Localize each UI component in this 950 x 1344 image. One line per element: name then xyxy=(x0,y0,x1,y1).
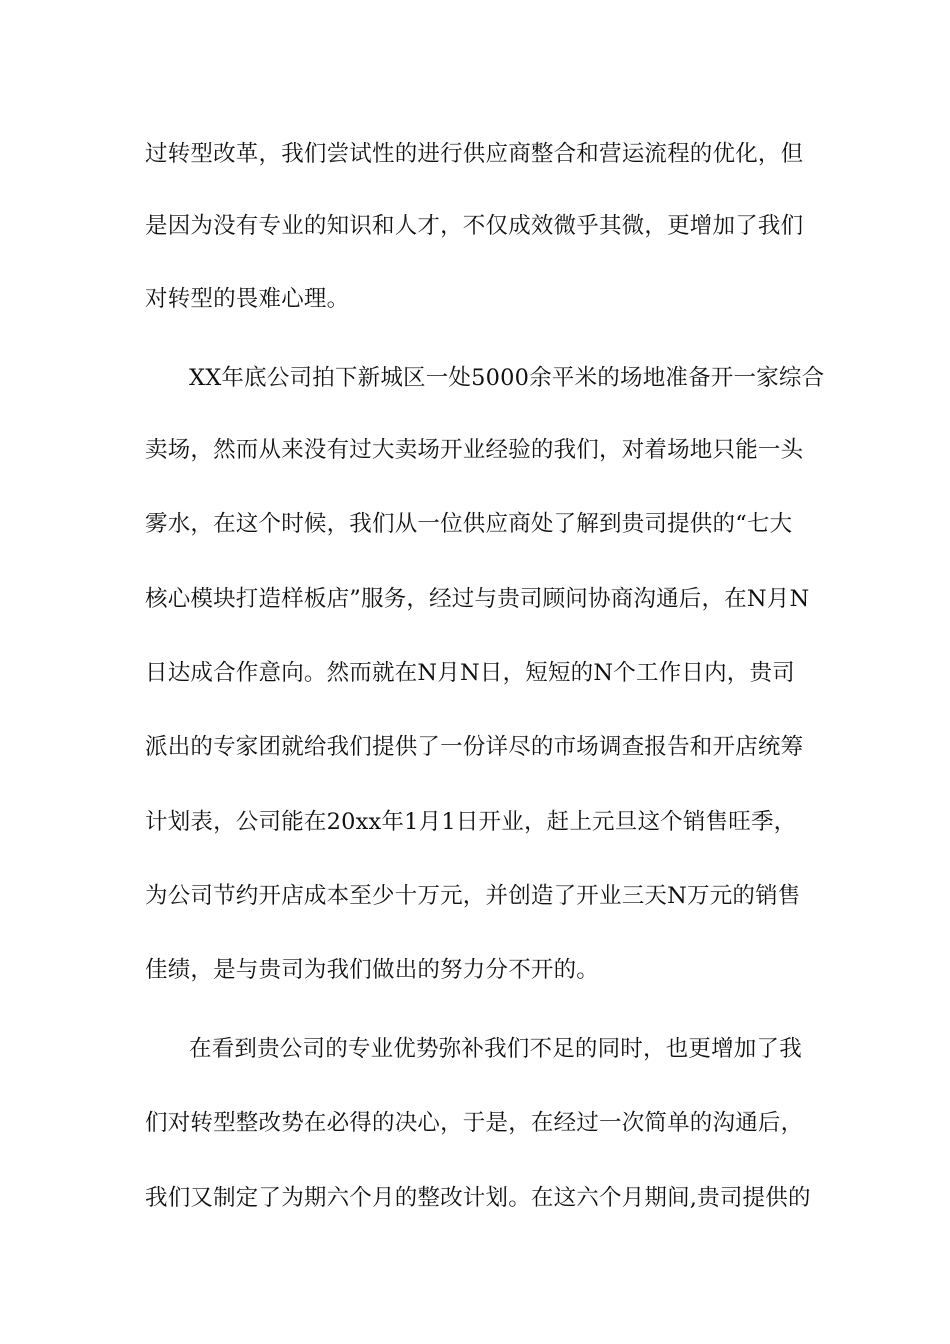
text-line: 过转型改革，我们尝试性的进行供应商整合和营运流程的优化，但 xyxy=(145,141,804,167)
text-line: 佳绩，是与贵司为我们做出的努力分不开的。 xyxy=(145,957,600,983)
text-line: 是因为没有专业的知识和人才，不仅成效微乎其微，更增加了我们 xyxy=(145,213,804,239)
paragraph-first-line: XX年底公司拍下新城区一处5000余平米的场地准备开一家综合 xyxy=(189,365,825,391)
text-line: 计划表，公司能在20xx年1月1日开业，赶上元旦这个销售旺季， xyxy=(145,809,797,835)
text-line: 雾水，在这个时候，我们从一位供应商处了解到贵司提供的“七大 xyxy=(145,511,793,537)
text-line: 卖场，然而从来没有过大卖场开业经验的我们，对着场地只能一头 xyxy=(145,437,804,463)
paragraph-first-line: 在看到贵公司的专业优势弥补我们不足的同时，也更增加了我 xyxy=(189,1036,802,1062)
text-line: 我们又制定了为期六个月的整改计划。在这六个月期间,贵司提供的 xyxy=(145,1185,811,1211)
text-line: 核心模块打造样板店”服务，经过与贵司顾问协商沟通后，在N月N xyxy=(145,586,810,612)
text-line: 对转型的畏难心理。 xyxy=(145,286,350,312)
text-line: 们对转型整改势在必得的决心，于是，在经过一次简单的沟通后， xyxy=(145,1110,804,1136)
text-line: 为公司节约开店成本至少十万元，并创造了开业三天N万元的销售 xyxy=(145,883,801,909)
text-line: 派出的专家团就给我们提供了一份详尽的市场调查报告和开店统筹 xyxy=(145,734,804,760)
text-line: 日达成合作意向。然而就在N月N日，短短的N个工作日内，贵司 xyxy=(145,660,795,686)
